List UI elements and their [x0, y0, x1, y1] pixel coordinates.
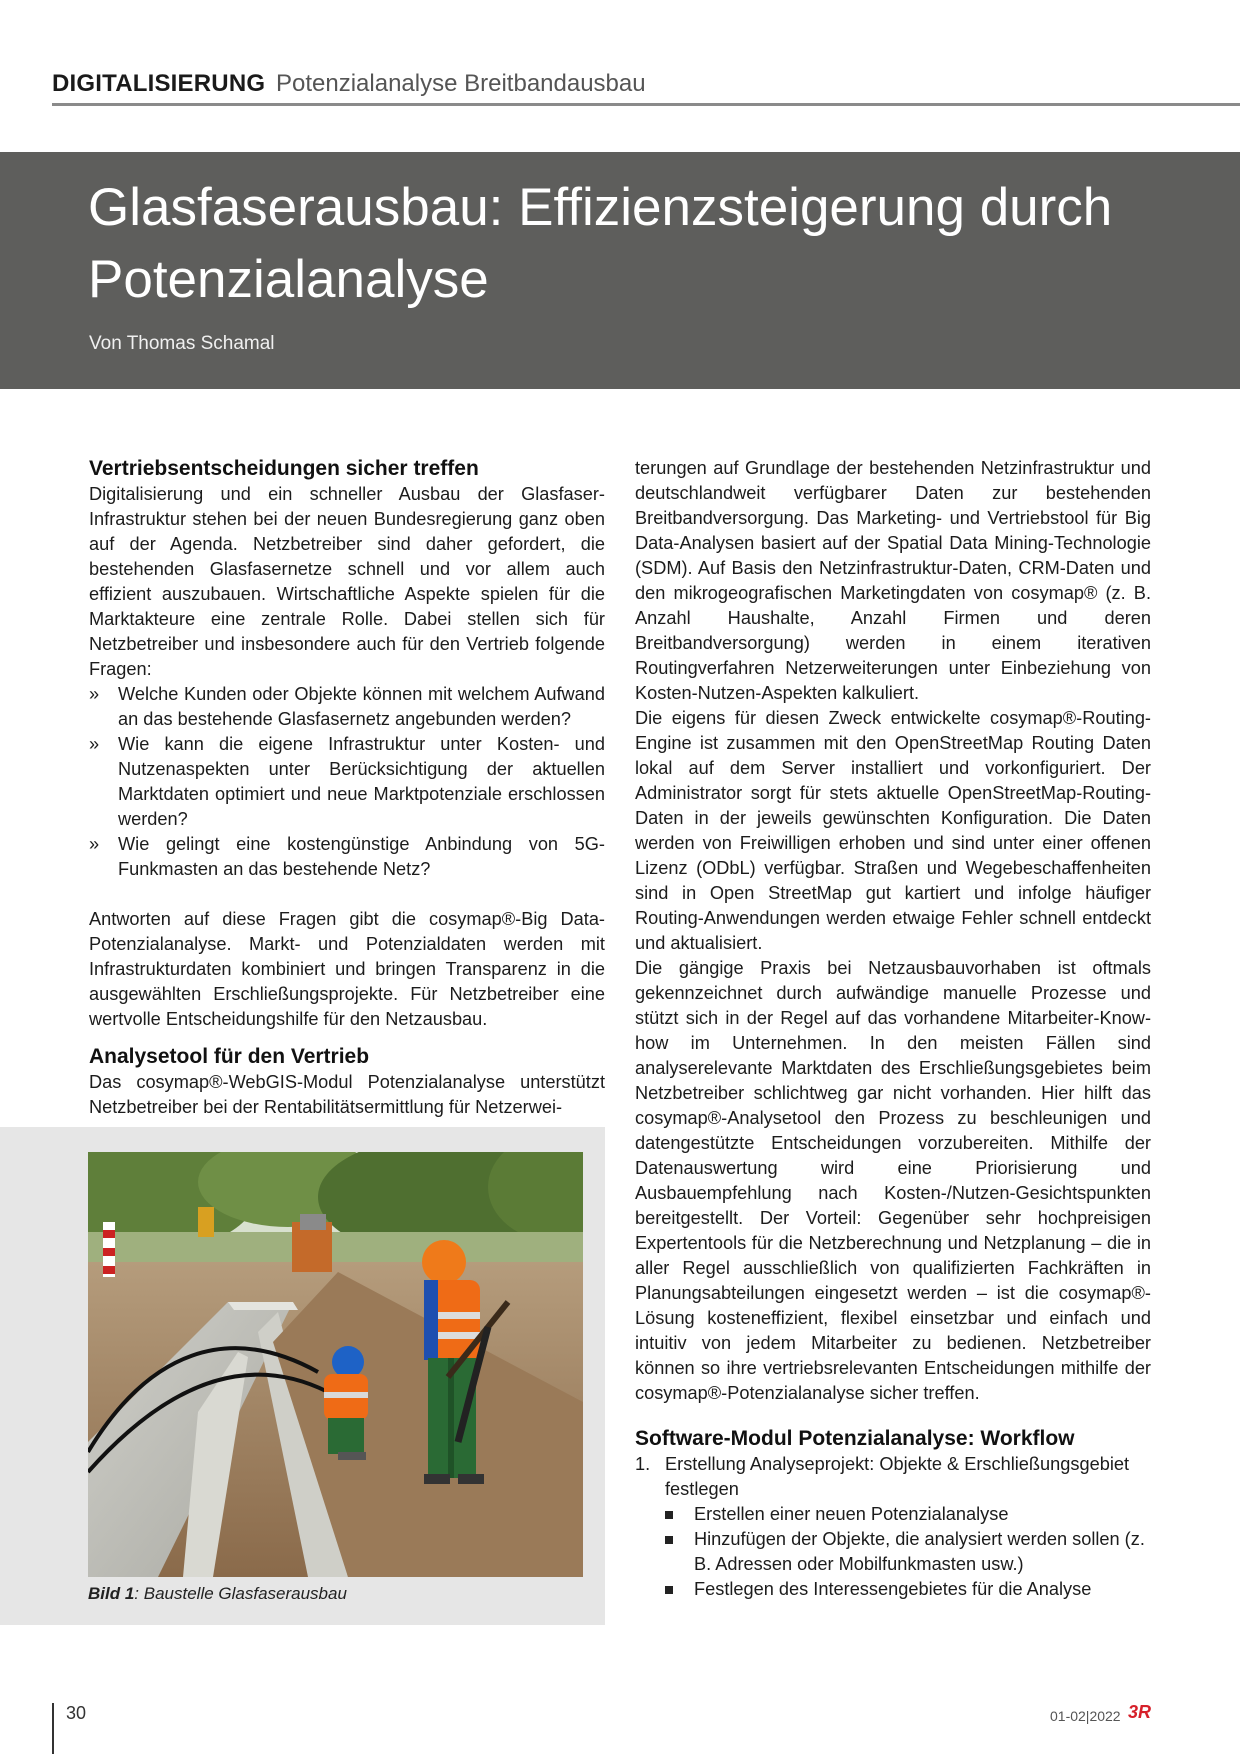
header-topic: Potenzialanalyse Breitbandausbau [276, 70, 646, 97]
step-number: 1. [635, 1454, 651, 1474]
list-item: Festlegen des Interessengebietes für die Analyse [665, 1577, 1151, 1602]
workflow-step [635, 1452, 1151, 1602]
analysis-tool-paragraph: Das cosymap®-WebGIS-Modul Potenzialanalyse unterstützt Netzbetreiber bei der Rentabilitätsermittlung für Netzerwei- [89, 1072, 605, 1117]
routing-engine-paragraph: Die eigens für diesen Zweck entwickelte cosymap®-Routing-Engine ist zusammen mit den OpenStreetMap Routing Daten lokal auf dem Server installiert und vorkonfiguriert. Der Administrator sorgt für stets aktuelle OpenStreetMap-Routing-Daten in der jeweils gewünschten Konfiguration. Die Daten werden von Freiwilligen erhoben und sind unter einer offenen Lizenz (ODbL) verfügbar. Straßen und Wegebeschaffenheiten sind in Open StreetMap gut kartiert und infolge häufiger Routing-Anwendungen werden etwaige Fehler schnell entdeckt und aktualisiert. [635, 708, 1151, 953]
issue-label: 01-02|2022 [1050, 1708, 1121, 1724]
step-substeps [665, 1502, 1151, 1602]
article-title: Glasfaserausbau: Effizienzsteigerung durch Potenzialanalyse [88, 178, 1113, 309]
byline: Von Thomas Schamal [89, 333, 275, 354]
construction-site-photo [88, 1152, 583, 1577]
header-section: DIGITALISIERUNG [52, 70, 266, 97]
figure-caption [88, 1584, 347, 1604]
section-heading-workflow: Software-Modul Potenzialanalyse: Workflow [635, 1427, 1075, 1450]
step-text: Erstellung Analyseprojekt: Objekte & Erschließungsgebiet festlegen [665, 1454, 1130, 1499]
page-number: 30 [66, 1703, 87, 1723]
practice-paragraph: Die gängige Praxis bei Netzausbauvorhaben ist oftmals gekennzeichnet durch aufwändige manuelle Prozesse und stützt sich in der Regel auf das vorhandene Mitarbeiter-Know-how im Unternehmen. In den meisten Fällen sind analyserelevante Marktdaten des Erschließungsgebietes beim Netzbetreiber schlichtweg gar nicht vorhanden. Hier hilft das cosymap®-Analysetool den Prozess zu beschleunigen und datengestützte Entscheidungen vorzubereiten. Mithilfe der Datenauswertung wird eine Priorisierung und Ausbauempfehlung nach Kosten-/Nutzen-Gesichtspunkten bereitgestellt. Der Vorteil: Gegenüber sehr hochpreisigen Expertentools für die Netzberechnung und Netzplanung – die in aller Regel ausschließlich von qualifizierten Fachkräften in Planungsabteilungen eingesetzt werden – ist die cosymap®-Lösung kosteneffizient, flexibel einsetzbar und einfach und intuitiv von jedem Mitarbeiter zu bedienen. Netzbetreiber können so ihre vertriebsrelevanten Entscheidungen mithilfe der cosymap®-Potenzialanalyse sicher treffen. [635, 958, 1151, 1403]
questions-list [89, 682, 605, 882]
workflow-steps [635, 1452, 1151, 1602]
right-column [635, 456, 1151, 1602]
continued-paragraph: terungen auf Grundlage der bestehenden Netzinfrastruktur und deutschlandweit verfügbarer Daten zur bestehenden Breitbandversorgung. Das Marketing- und Vertriebstool für Big Data-Analysen basiert auf der Spatial Data Mining-Technologie (SDM). Auf Basis den Netzinfrastruktur-Daten, CRM-Daten und den mikrogeografischen Marketingdaten von cosymap® (z. B. Anzahl Haushalte, Anzahl Firmen und deren Breitbandversorgung) werden in einem iterativen Routingverfahren Netzerweiterungen unter Einbeziehung von Kosten-Nutzen-Aspekten kalkuliert. [635, 458, 1151, 703]
footer-rule [52, 1703, 54, 1754]
publisher-logo: 3R [1128, 1702, 1152, 1722]
left-column [89, 456, 605, 1120]
figure-caption-text: : Baustelle Glasfaserausbau [134, 1584, 347, 1603]
list-item: » Wie gelingt eine kostengünstige Anbindung von 5G-Funkmasten an das bestehende Netz? [89, 832, 605, 882]
section-heading-sales-decisions: Vertriebsentscheidungen sicher treffen [89, 457, 479, 480]
list-item: Erstellen einer neuen Potenzialanalyse [665, 1502, 1151, 1527]
answers-paragraph: Antworten auf diese Fragen gibt die cosymap®-Big Data-Potenzialanalyse. Markt- und Potenzialdaten werden mit Infrastrukturdaten kombiniert und bringen Transparenz in die ausgewählten Erschließungsprojekte. Für Netzbetreiber eine wertvolle Entscheidungshilfe für den Netzausbau. [89, 909, 605, 1029]
list-item: Hinzufügen der Objekte, die analysiert werden sollen (z. B. Adressen oder Mobilfunkmasten usw.) [665, 1527, 1151, 1577]
list-item: » Welche Kunden oder Objekte können mit welchem Aufwand an das bestehende Glasfasernetz angebunden werden? [89, 682, 605, 732]
figure-label: Bild 1 [88, 1584, 135, 1603]
section-heading-analysis-tool: Analysetool für den Vertrieb [89, 1045, 370, 1068]
intro-paragraph: Digitalisierung und ein schneller Ausbau der Glasfaser-Infrastruktur stehen bei der neuen Bundesregierung ganz oben auf der Agenda. Netzbetreiber sind daher gefordert, die bestehenden Glasfasernetze schnell und vor allem auch effizient auszubauen. Wirtschaftliche Aspekte spielen für die Marktakteure eine zentrale Rolle. Dabei stellen sich für Netzbetreiber und insbesondere auch für den Vertrieb folgende Fragen: [89, 484, 605, 679]
list-item: » Wie kann die eigene Infrastruktur unter Kosten- und Nutzenaspekten unter Berücksichtigung der aktuellen Marktdaten optimiert und neue Marktpotenziale erschlossen werden? [89, 732, 605, 832]
